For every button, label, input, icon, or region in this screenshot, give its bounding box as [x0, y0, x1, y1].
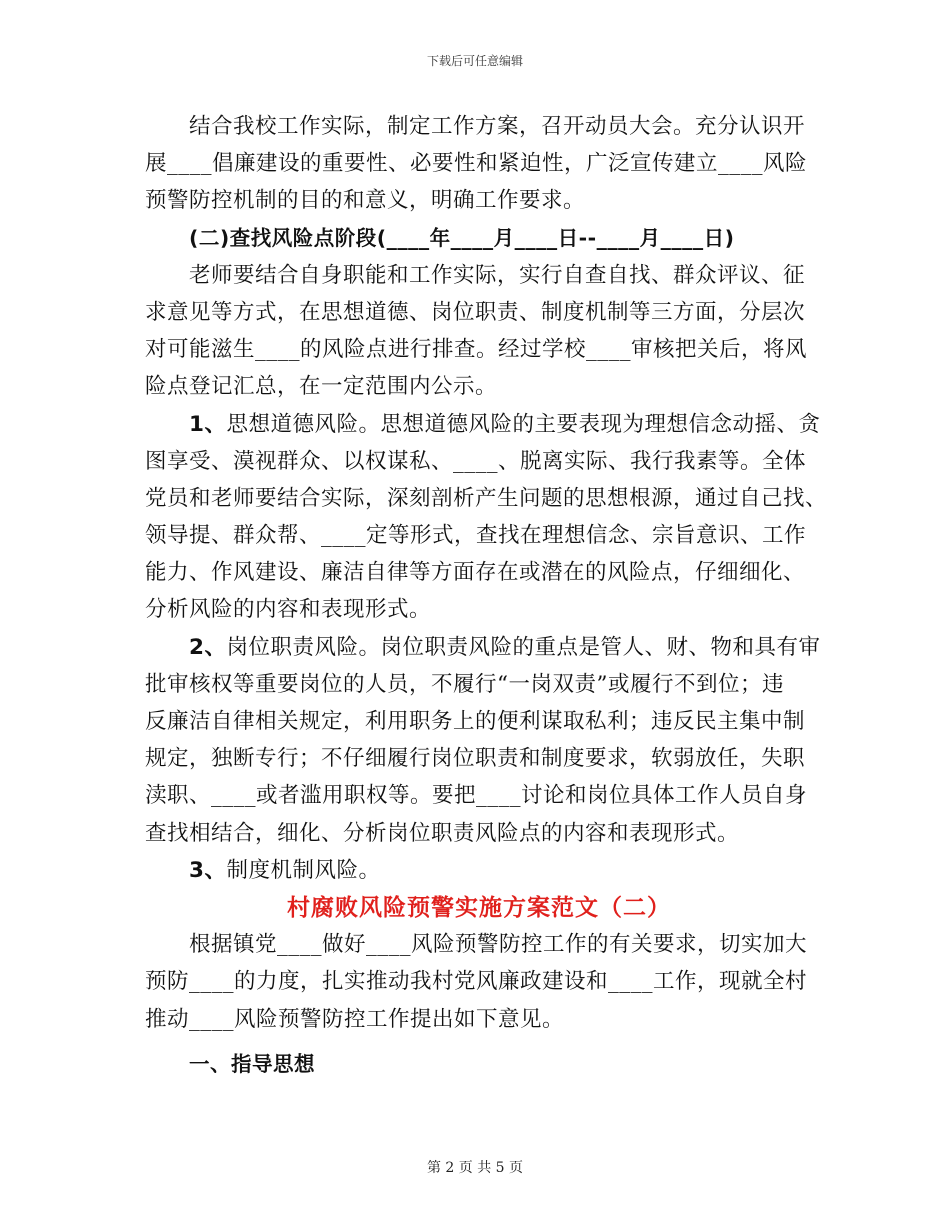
- paragraph-line: 展____倡廉建设的重要性、必要性和紧迫性，广泛宣传建立____风险: [145, 151, 808, 177]
- paragraph-line: 求意见等方式，在思想道德、岗位职责、制度机制等三方面，分层次: [145, 299, 806, 325]
- paragraph-line: 预防____的力度，扎实推动我村党风廉政建设和____工作，现就全村: [145, 969, 808, 995]
- paragraph-line: 分析风险的内容和表现形式。: [145, 597, 432, 623]
- paragraph-line: 能力、作风建设、廉洁自律等方面存在或潜在的风险点，仔细细化、: [145, 560, 806, 586]
- paragraph-line: 预警防控机制的目的和意义，明确工作要求。: [145, 188, 586, 214]
- item-text: 制度机制风险。: [226, 857, 381, 883]
- item-text: 思想道德风险。思想道德风险的主要表现为理想信念动摇、贪: [226, 411, 821, 437]
- paragraph-line: 渎职、____或者滥用职权等。要把____讨论和岗位具体工作人员自身: [145, 783, 808, 809]
- paragraph-line: 查找相结合，细化、分析岗位职责风险点的内容和表现形式。: [145, 820, 740, 846]
- item-number: 2、: [189, 634, 227, 660]
- paragraph-line: 根据镇党____做好____风险预警防控工作的有关要求，切实加大: [189, 932, 808, 958]
- paragraph-line: 险点登记汇总，在一定范围内公示。: [145, 374, 498, 400]
- paragraph-line: 党员和老师要结合实际，深刻剖析产生问题的思想根源，通过自己找、: [145, 485, 828, 511]
- section-heading: (二)查找风险点阶段(____年____月____日--____月____日): [189, 225, 735, 250]
- paragraph-line: 规定，独断专行；不仔细履行岗位职责和制度要求，软弱放任，失职: [145, 746, 806, 772]
- paragraph-line: 对可能滋生____的风险点进行排查。经过学校____审核把关后，将风: [145, 337, 808, 363]
- page-header-note: 下载后可任意编辑: [426, 54, 523, 68]
- paragraph-line: 结合我校工作实际，制定工作方案，召开动员大会。充分认识开: [189, 114, 806, 139]
- document-body: [145, 108, 828, 1083]
- numbered-item-line: [145, 629, 821, 666]
- paragraph-line: 反廉洁自律相关规定，利用职务上的便利谋取私利；违反民主集中制: [145, 709, 806, 734]
- item-number: 1、: [189, 411, 227, 437]
- page-footer-number: 第 2 页 共 5 页: [426, 1160, 524, 1176]
- subsection-heading: 一、指导思想: [189, 1051, 315, 1076]
- numbered-item-line: [145, 852, 805, 889]
- paragraph-line: 推动____风险预警防控工作提出如下意见。: [145, 1006, 565, 1032]
- paragraph-line: 领导提、群众帮、____定等形式，查找在理想信念、宗旨意识、工作: [145, 523, 807, 549]
- paragraph-line: 批审核权等重要岗位的人员，不履行“一岗双责”或履行不到位；违: [145, 671, 784, 697]
- paragraph-line: 图享受、漠视群众、以权谋私、____、脱离实际、我行我素等。全体: [145, 448, 807, 474]
- item-number: 3、: [189, 857, 227, 883]
- paragraph-line: 老师要结合自身职能和工作实际，实行自查自找、群众评议、征: [189, 262, 806, 288]
- item-text: 岗位职责风险。岗位职责风险的重点是管人、财、物和具有审: [226, 634, 821, 660]
- numbered-item-line: [145, 406, 821, 443]
- section-title: 村腐败风险预警实施方案范文（二）: [287, 893, 671, 921]
